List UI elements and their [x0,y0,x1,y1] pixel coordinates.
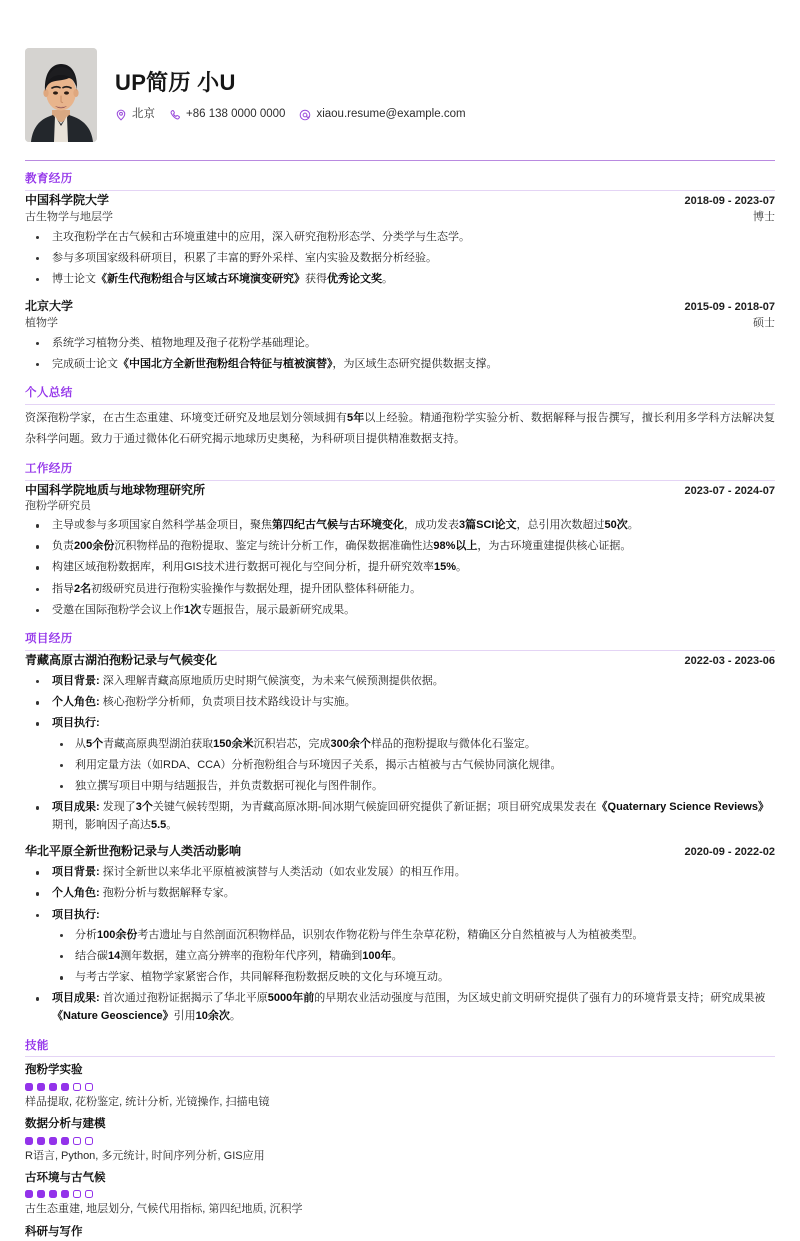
skill-name: 孢粉学实验 [25,1064,83,1077]
list-item: 负责200余份沉积物样品的孢粉提取、鉴定与统计分析工作，确保数据准确性达98%以上，为古环境重建提供核心证据。 [25,538,775,556]
skill-dot-filled [61,1137,69,1145]
project-title: 青藏高原古湖泊孢粉记录与气候变化 [25,653,218,667]
contact-phone-text: +86 138 0000 0000 [186,108,286,121]
skill-rating [25,1190,775,1198]
section-education [25,171,775,373]
contact-phone [169,106,285,124]
list-item: 分析100余份考古遗址与自然剖面沉积物样品，识别农作物花粉与伴生杂草花粉，精确区分自然植被与人为植被类型。 [52,927,775,945]
email-at-icon [299,109,311,121]
summary-text: 资深孢粉学家，在古生态重建、环境变迁研究及地层划分领域拥有5年以上经验。精通孢粉学实验分析、数据解释与报告撰写，擅长利用多学科方法解决复杂科学问题。致力于通过微体化石研究揭示地球历史奥秘，为科研项目提供精准数据支持。 [25,412,776,445]
work-date: 2023-07 - 2024-07 [684,484,775,497]
project-title: 华北平原全新世孢粉记录与人类活动影响 [25,844,242,859]
list-item: 受邀在国际孢粉学会议上作1次专题报告，展示最新研究成果。 [25,602,775,620]
phone-icon [169,109,181,121]
contact-location-text: 北京 [132,108,155,121]
skill-dot-filled [49,1137,57,1145]
list-item [25,673,775,691]
skill-name: 科研与写作 [25,1225,83,1238]
bullet-label: 个人角色: [52,696,100,709]
bullet-label: 项目执行: [52,908,100,921]
skill-name: 数据分析与建模 [25,1118,106,1131]
education-org: 中国科学院大学 [25,192,110,207]
bullet-label: 项目成果: [52,992,100,1005]
list-item [25,864,775,882]
list-item: 利用定量方法（如RDA、CCA）分析孢粉组合与环境因子关系，揭示古植被与古气候协同演化规律。 [52,757,775,775]
skill-dot-filled [61,1190,69,1198]
skill-keywords: 样品提取, 花粉鉴定, 统计分析, 光镜操作, 扫描电镜 [25,1095,270,1108]
project-date: 2022-03 - 2023-06 [684,655,775,667]
skill-name: 古环境与古气候 [25,1172,106,1185]
section-work [25,461,775,619]
skill-entry [25,1170,775,1219]
education-entry [25,192,775,289]
skill-keywords: R语言, Python, 多元统计, 时间序列分析, GIS应用 [25,1149,265,1162]
list-item: 系统学习植物分类、植物地理及孢子花粉学基础理论。 [25,335,775,353]
skill-entry [25,1116,775,1165]
skill-dot-filled [25,1083,33,1091]
skill-dot-filled [49,1083,57,1091]
skill-rating [25,1083,775,1091]
education-org: 北京大学 [25,298,74,313]
bullet-text: 首次通过孢粉证据揭示了华北平原5000年前的早期农业活动强度与范围，为区域史前文明研究提供了强有力的环境背景支持；研究成果被《Nature Geoscience》引用10余次。 [52,992,766,1022]
list-item: 构建区域孢粉数据库，利用GIS技术进行数据可视化与空间分析，提升研究效率15%。 [25,559,775,577]
bullet-label: 个人角色: [52,887,100,900]
contact-list [115,106,775,124]
list-item: 完成硕士论文《中国北方全新世孢粉组合特征与植被演替》，为区域生态研究提供数据支撑。 [25,356,775,374]
project-sub-bullets [52,927,775,987]
education-major: 古生物学与地层学 [25,210,113,223]
identity-block [115,66,775,124]
contact-email [299,106,465,124]
skill-dot-filled [25,1137,33,1145]
avatar [25,48,97,142]
section-title-work: 工作经历 [25,461,775,481]
list-item: 主导或参与多项国家自然科学基金项目，聚焦第四纪古气候与古环境变化，成功发表3篇SCI论文，总引用次数超过50次。 [25,517,775,535]
resume-header [25,0,775,160]
bullet-text: 深入理解青藏高原地质历史时期气候演变，为未来气候预测提供依据。 [102,675,444,688]
bullet-text: 发现了3个关键气候转型期，为青藏高原冰期-间冰期气候旋回研究提供了新证据；项目研究成果发表在《Quaternary Science Reviews》期刊，影响因子高达5.5。 [52,801,769,831]
bullet-label: 项目执行: [52,717,100,730]
section-title-skills: 技能 [25,1038,775,1058]
work-bullets [25,517,775,619]
section-projects [25,631,775,1025]
list-item: 参与多项国家级科研项目，积累了丰富的野外采样、室内实验及数据分析经验。 [25,250,775,268]
list-item: 结合碳14测年数据，建立高分辨率的孢粉年代序列，精确到100年。 [52,948,775,966]
contact-email-text: xiaou.resume@example.com [316,108,466,121]
list-item: 主攻孢粉学在古气候和古环境重建中的应用，深入研究孢粉形态学、分类学与生态学。 [25,229,775,247]
skill-dot-empty [73,1137,81,1145]
bullet-text: 孢粉分析与数据解释专家。 [102,887,235,900]
section-title-projects: 项目经历 [25,631,775,651]
list-item [25,799,775,834]
work-org: 中国科学院地质与地球物理研究所 [25,482,206,497]
skill-dot-empty [73,1190,81,1198]
skill-rating [25,1137,775,1145]
project-bullets [25,864,775,1025]
project-entry [25,652,775,834]
work-role: 孢粉学研究员 [25,499,91,512]
section-summary [25,385,775,449]
skill-dot-filled [61,1083,69,1091]
bullet-label: 项目成果: [52,801,100,814]
project-bullets [25,673,775,834]
skill-dot-filled [25,1190,33,1198]
education-major: 植物学 [25,316,58,329]
education-bullets [25,229,775,289]
skill-entry [25,1224,775,1241]
project-sub-bullets [52,736,775,796]
contact-location [115,106,155,124]
location-pin-icon [115,109,127,121]
skill-dot-filled [49,1190,57,1198]
project-entry [25,843,775,1025]
education-degree: 博士 [753,210,775,223]
list-item: 博士论文《新生代孢粉组合与区域古环境演变研究》获得优秀论文奖。 [25,271,775,289]
bullet-text: 核心孢粉学分析师，负责项目技术路线设计与实施。 [102,696,356,709]
work-entry [25,482,775,619]
list-item [25,990,775,1025]
list-item: 独立撰写项目中期与结题报告，并负责数据可视化与图件制作。 [52,778,775,796]
section-skills [25,1038,775,1241]
list-item [25,715,775,795]
bullet-label: 项目背景: [52,675,100,688]
list-item [25,694,775,712]
skill-dot-filled [37,1083,45,1091]
skill-keywords: 古生态重建, 地层划分, 气候代用指标, 第四纪地质, 沉积学 [25,1203,303,1216]
list-item: 从5个青藏高原典型湖泊获取150余米沉积岩芯，完成300余个样品的孢粉提取与微体化石鉴定。 [52,736,775,754]
bullet-text: 探讨全新世以来华北平原植被演替与人类活动（如农业发展）的相互作用。 [102,866,466,879]
list-item: 指导2名初级研究员进行孢粉实验操作与数据处理，提升团队整体科研能力。 [25,581,775,599]
list-item: 与考古学家、植物学家紧密合作，共同解释孢粉数据反映的文化与环境互动。 [52,969,775,987]
education-entry [25,298,775,374]
bullet-label: 项目背景: [52,866,100,879]
education-bullets [25,335,775,374]
skill-dot-filled [37,1137,45,1145]
education-degree: 硕士 [753,316,775,329]
education-date: 2018-09 - 2023-07 [684,194,775,207]
page-title: UP简历 小U [115,69,236,95]
list-item [25,885,775,903]
education-date: 2015-09 - 2018-07 [684,300,775,313]
skill-dot-empty [85,1083,93,1091]
skill-dot-empty [73,1083,81,1091]
header-divider [25,160,775,161]
skill-dot-empty [85,1137,93,1145]
skill-dot-filled [37,1190,45,1198]
section-title-summary: 个人总结 [25,385,775,405]
section-title-education: 教育经历 [25,171,775,191]
list-item [25,907,775,987]
skill-entry [25,1062,775,1111]
skill-dot-empty [85,1190,93,1198]
project-date: 2020-09 - 2022-02 [684,846,775,859]
